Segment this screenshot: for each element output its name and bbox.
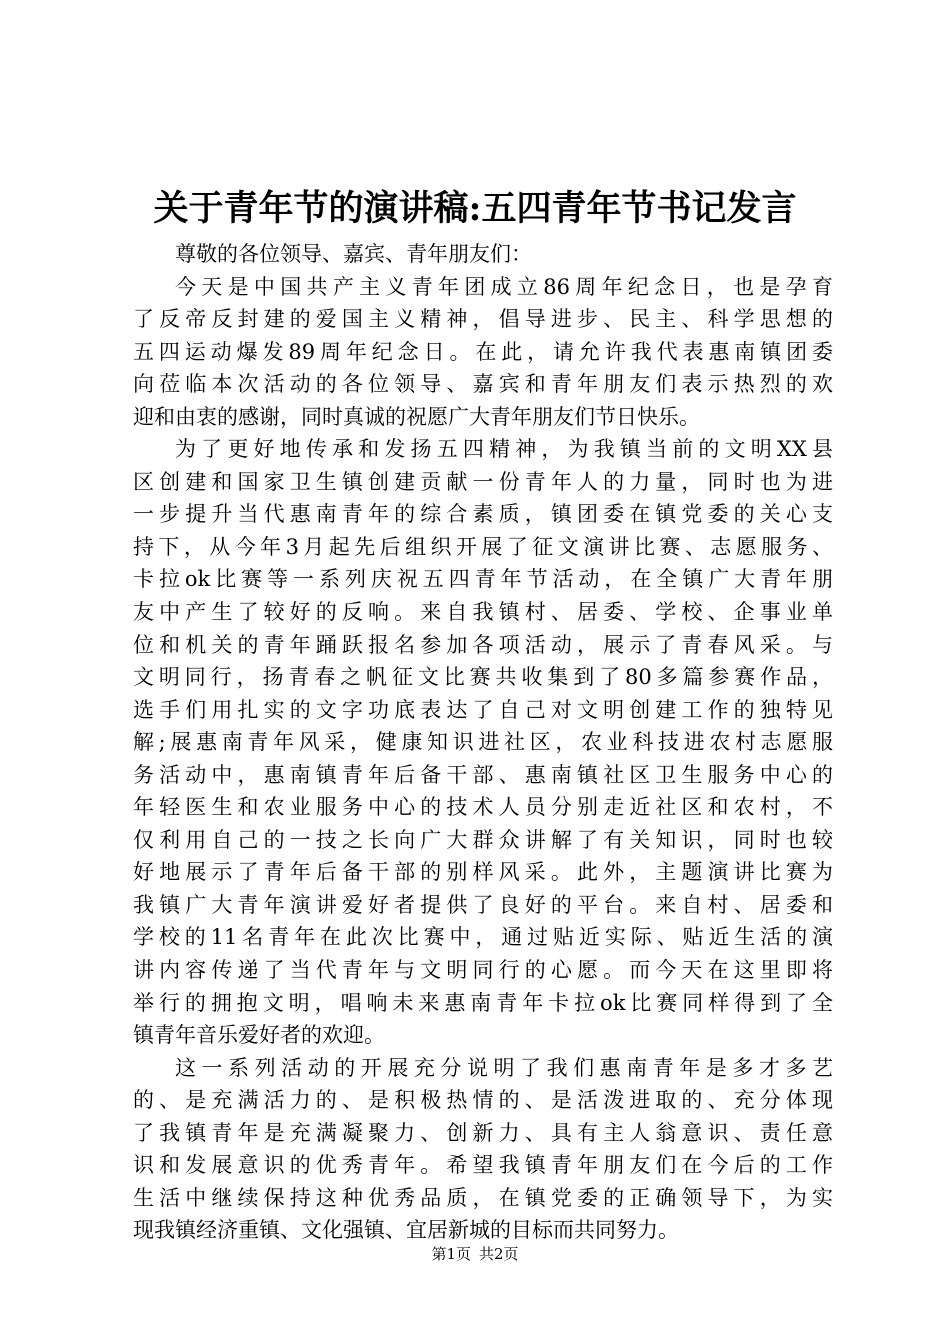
text-line: 选手们用扎实的文字功底表达了自己对文明创建工作的独特见 <box>133 697 833 722</box>
text-line: 了反帝反封建的爱国主义精神，倡导进步、民主、科学思想的 <box>133 307 833 332</box>
text-line: 我镇广大青年演讲爱好者提供了良好的平台。来自村、居委和 <box>133 892 833 917</box>
text-line: 卡拉ok比赛等一系列庆祝五四青年节活动，在全镇广大青年朋 <box>133 567 833 592</box>
text-line: 区创建和国家卫生镇创建贡献一份青年人的力量，同时也为进 <box>133 469 833 494</box>
text-line: 位和机关的青年踊跃报名参加各项活动，展示了青春风采。与 <box>133 632 833 657</box>
text-line: 这一系列活动的开展充分说明了我们惠南青年是多才多艺 <box>175 1055 833 1080</box>
text-line: 文明同行，扬青春之帆征文比赛共收集到了80多篇参赛作品， <box>133 665 833 690</box>
text-line: 举行的拥抱文明，唱响未来惠南青年卡拉ok比赛同样得到了全 <box>133 990 833 1015</box>
text-line: 好地展示了青年后备干部的别样风采。此外，主题演讲比赛为 <box>133 860 833 885</box>
document-body <box>133 238 833 1247</box>
text-line: 年轻医生和农业服务中心的技术人员分别走近社区和农村，不 <box>133 795 833 820</box>
text-line: 生活中继续保持这种优秀品质，在镇党委的正确领导下，为实 <box>133 1185 833 1210</box>
text-line: 的、是充满活力的、是积极热情的、是活泼进取的、充分体现 <box>133 1088 833 1113</box>
text-line: 一步提升当代惠南青年的综合素质，镇团委在镇党委的关心支 <box>133 502 833 527</box>
page-footer <box>0 1244 950 1264</box>
text-line: 镇青年音乐爱好者的欢迎。 <box>133 1023 385 1048</box>
text-line: 学校的11名青年在此次比赛中，通过贴近实际、贴近生活的演 <box>133 925 833 950</box>
text-line: 尊敬的各位领导、嘉宾、青年朋友们： <box>175 242 532 266</box>
text-line: 识和发展意识的优秀青年。希望我镇青年朋友们在今后的工作 <box>133 1153 833 1178</box>
text-line: 五四运动爆发89周年纪念日。在此，请允许我代表惠南镇团委 <box>133 339 833 364</box>
text-line: 解;展惠南青年风采，健康知识进社区，农业科技进农村志愿服 <box>133 730 833 755</box>
text-line: 持下，从今年3月起先后组织开展了征文演讲比赛、志愿服务、 <box>133 534 833 559</box>
text-line: 友中产生了较好的反响。来自我镇村、居委、学校、企事业单 <box>133 600 833 625</box>
page-count: 共2页 <box>479 1245 519 1263</box>
text-line: 仅利用自己的一技之长向广大群众讲解了有关知识，同时也较 <box>133 827 833 852</box>
text-line: 务活动中，惠南镇青年后备干部、惠南镇社区卫生服务中心的 <box>133 762 833 787</box>
text-line: 迎和由衷的感谢，同时真诚的祝愿广大青年朋友们节日快乐。 <box>133 404 700 429</box>
text-line: 向莅临本次活动的各位领导、嘉宾和青年朋友们表示热烈的欢 <box>133 372 833 397</box>
text-line: 讲内容传递了当代青年与文明同行的心愿。而今天在这里即将 <box>133 958 833 983</box>
text-line: 今天是中国共产主义青年团成立86周年纪念日，也是孕育 <box>175 274 833 299</box>
text-line: 为了更好地传承和发扬五四精神，为我镇当前的文明XX县 <box>175 437 833 462</box>
document-title: 关于青年节的演讲稿:五四青年节书记发言 <box>153 188 797 229</box>
page-number: 第1页 <box>431 1245 471 1263</box>
text-line: 了我镇青年是充满凝聚力、创新力、具有主人翁意识、责任意 <box>133 1120 833 1145</box>
text-line: 现我镇经济重镇、文化强镇、宜居新城的目标而共同努力。 <box>133 1218 679 1243</box>
